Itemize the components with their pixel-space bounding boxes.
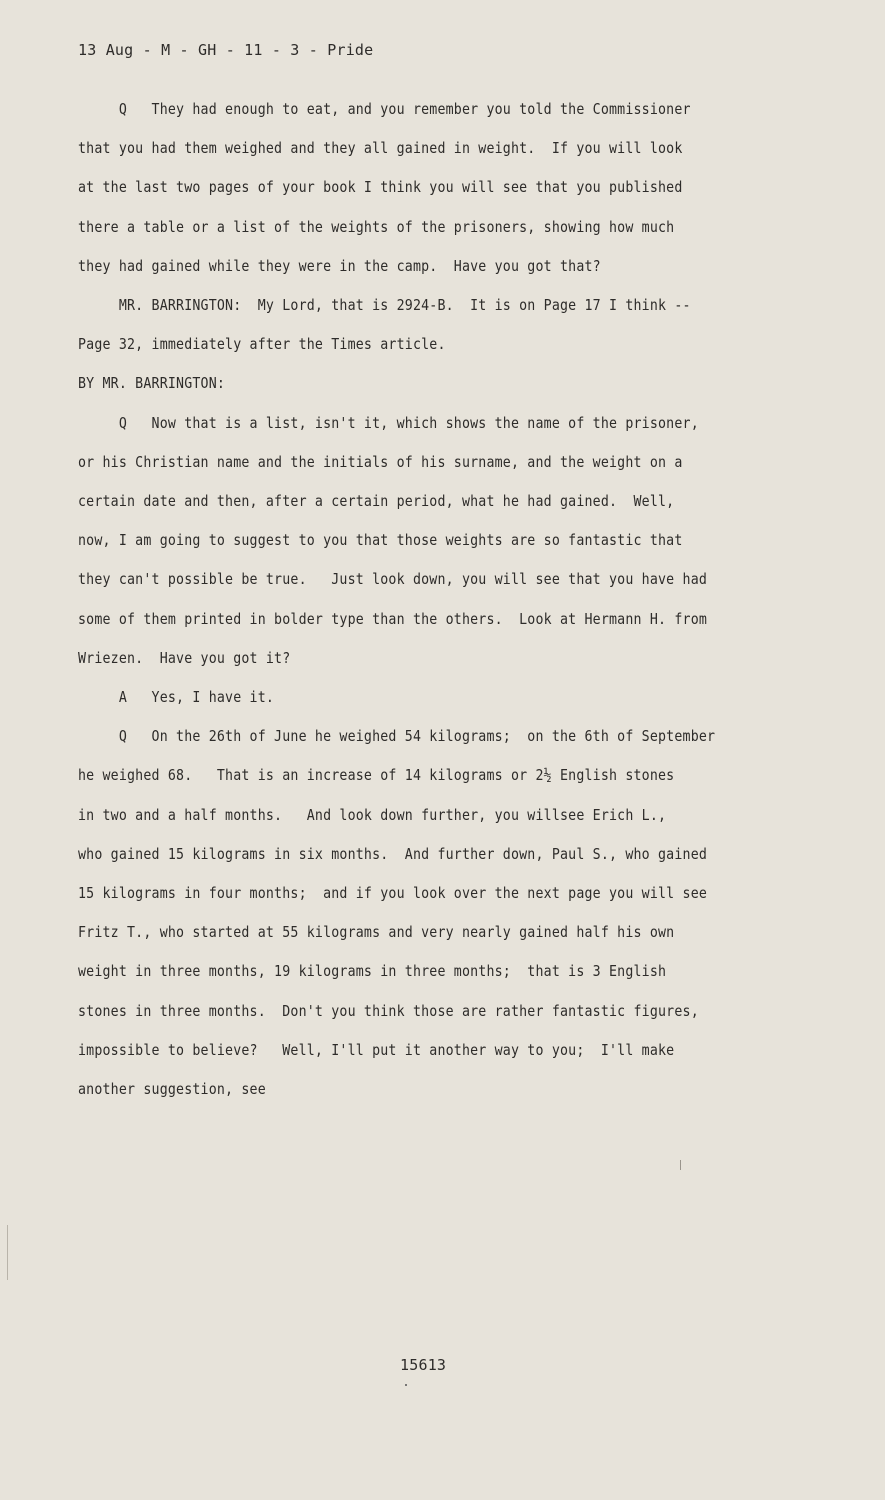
body-line: 15 kilograms in four months; and if you look over the next page you will see xyxy=(78,884,708,902)
body-line: in two and a half months. And look down further, you willsee Erich L., xyxy=(78,806,667,824)
page-dot xyxy=(405,1384,407,1386)
body-line: Q Now that is a list, isn't it, which shows the name of the prisoner, xyxy=(78,414,699,432)
page-edge-mark xyxy=(7,1225,8,1280)
body-line: weight in three months, 19 kilograms in three months; that is 3 English xyxy=(78,962,667,980)
body-line: BY MR. BARRINGTON: xyxy=(78,374,226,392)
body-line: who gained 15 kilograms in six months. And further down, Paul S., who gained xyxy=(78,845,708,863)
body-line: there a table or a list of the weights of the prisoners, showing how much xyxy=(78,218,675,236)
body-line: another suggestion, see xyxy=(78,1080,266,1098)
body-line: Fritz T., who started at 55 kilograms and very nearly gained half his own xyxy=(78,923,675,941)
body-line: stones in three months. Don't you think those are rather fantastic figures, xyxy=(78,1002,699,1020)
page-number: 15613 xyxy=(400,1356,447,1374)
body-line: Page 32, immediately after the Times article. xyxy=(78,335,446,353)
body-line: now, I am going to suggest to you that those weights are so fantastic that xyxy=(78,531,683,549)
body-line: at the last two pages of your book I think you will see that you published xyxy=(78,178,683,196)
body-line: Q They had enough to eat, and you remember you told the Commissioner xyxy=(78,100,691,118)
body-line: Q On the 26th of June he weighed 54 kilograms; on the 6th of September xyxy=(78,727,716,745)
body-line: MR. BARRINGTON: My Lord, that is 2924-B. It is on Page 17 I think -- xyxy=(78,296,691,314)
body-line: some of them printed in bolder type than the others. Look at Hermann H. from xyxy=(78,610,708,628)
body-line: impossible to believe? Well, I'll put it another way to you; I'll make xyxy=(78,1041,675,1059)
body-line: he weighed 68. That is an increase of 14 kilograms or 2½ English stones xyxy=(78,766,675,784)
body-line: they had gained while they were in the camp. Have you got that? xyxy=(78,257,601,275)
body-line: that you had them weighed and they all gained in weight. If you will look xyxy=(78,139,683,157)
body-line: A Yes, I have it. xyxy=(78,688,275,706)
body-line: Wriezen. Have you got it? xyxy=(78,649,291,667)
body-line: or his Christian name and the initials of his surname, and the weight on a xyxy=(78,453,683,471)
body-line: certain date and then, after a certain period, what he had gained. Well, xyxy=(78,492,675,510)
paper-speck xyxy=(680,1160,681,1170)
page-header: 13 Aug - M - GH - 11 - 3 - Pride xyxy=(78,41,374,59)
body-line: they can't possible be true. Just look down, you will see that you have had xyxy=(78,570,708,588)
